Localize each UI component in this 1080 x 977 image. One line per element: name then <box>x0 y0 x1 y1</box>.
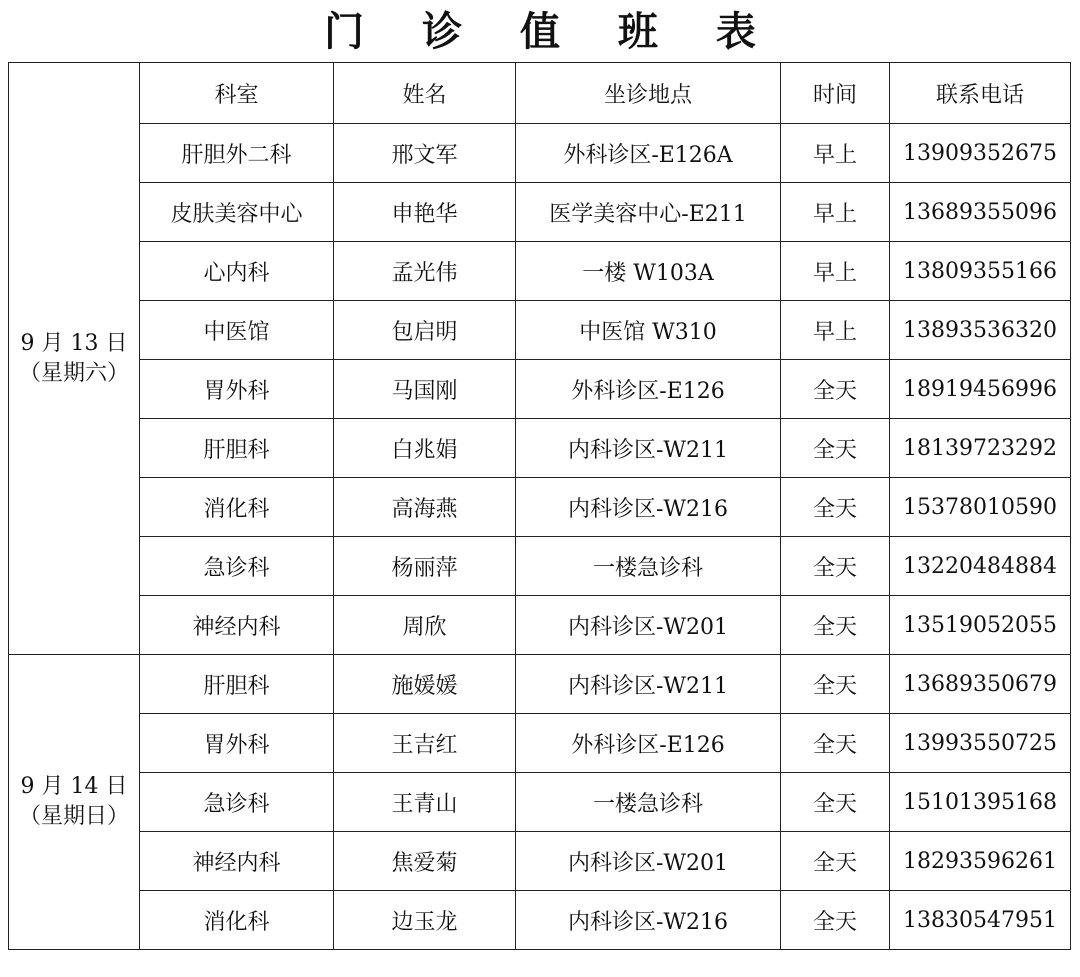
phone-cell: 18139723292 <box>890 419 1071 478</box>
name-cell: 周欣 <box>334 596 516 655</box>
name-cell: 孟光伟 <box>334 242 516 301</box>
date-label: 9 月 13 日 <box>20 330 128 356</box>
dept-cell: 急诊科 <box>140 773 334 832</box>
table-row <box>9 714 1071 773</box>
time-cell: 早上 <box>781 124 890 183</box>
name-header: 姓名 <box>334 63 516 124</box>
phone-cell: 15101395168 <box>890 773 1071 832</box>
table-row <box>9 478 1071 537</box>
location-cell: 一楼 W103A <box>516 242 781 301</box>
table-row <box>9 419 1071 478</box>
time-cell: 全天 <box>781 596 890 655</box>
time-cell: 全天 <box>781 773 890 832</box>
name-cell: 施媛媛 <box>334 655 516 714</box>
name-cell: 焦爱菊 <box>334 832 516 891</box>
dept-header: 科室 <box>140 63 334 124</box>
dept-cell: 神经内科 <box>140 832 334 891</box>
duty-table-body <box>9 63 1071 950</box>
location-cell: 中医馆 W310 <box>516 301 781 360</box>
weekday-label: （星期日） <box>18 804 129 829</box>
table-row <box>9 124 1071 183</box>
name-cell: 王青山 <box>334 773 516 832</box>
time-cell: 早上 <box>781 301 890 360</box>
table-row <box>9 891 1071 950</box>
name-cell: 邢文军 <box>334 124 516 183</box>
date-cell <box>9 63 140 655</box>
dept-cell: 皮肤美容中心 <box>140 183 334 242</box>
page-title: 门 诊 值 班 表 <box>324 8 778 55</box>
time-cell: 全天 <box>781 360 890 419</box>
location-cell: 内科诊区-W201 <box>516 596 781 655</box>
location-cell: 内科诊区-W216 <box>516 891 781 950</box>
name-cell: 包启明 <box>334 301 516 360</box>
phone-cell: 15378010590 <box>890 478 1071 537</box>
phone-cell: 18919456996 <box>890 360 1071 419</box>
phone-cell: 13519052055 <box>890 596 1071 655</box>
dept-cell: 心内科 <box>140 242 334 301</box>
phone-cell: 13909352675 <box>890 124 1071 183</box>
weekday-label: （星期六） <box>18 360 129 386</box>
phone-cell: 13993550725 <box>890 714 1071 773</box>
table-header-row <box>9 63 1071 124</box>
phone-cell: 13689350679 <box>890 655 1071 714</box>
phone-cell: 13830547951 <box>890 891 1071 950</box>
dept-cell: 神经内科 <box>140 596 334 655</box>
table-row <box>9 832 1071 891</box>
location-cell: 一楼急诊科 <box>516 773 781 832</box>
time-cell: 早上 <box>781 183 890 242</box>
location-cell: 外科诊区-E126 <box>516 360 781 419</box>
date-cell <box>9 655 140 950</box>
phone-cell: 13689355096 <box>890 183 1071 242</box>
name-cell: 杨丽萍 <box>334 537 516 596</box>
phone-header: 联系电话 <box>890 63 1071 124</box>
location-cell: 一楼急诊科 <box>516 537 781 596</box>
location-cell: 内科诊区-W201 <box>516 832 781 891</box>
table-row <box>9 301 1071 360</box>
name-cell: 高海燕 <box>334 478 516 537</box>
time-cell: 早上 <box>781 242 890 301</box>
time-cell: 全天 <box>781 537 890 596</box>
name-cell: 王吉红 <box>334 714 516 773</box>
time-cell: 全天 <box>781 419 890 478</box>
time-cell: 全天 <box>781 714 890 773</box>
location-header: 坐诊地点 <box>516 63 781 124</box>
phone-cell: 18293596261 <box>890 832 1071 891</box>
duty-table <box>8 62 1071 950</box>
dept-cell: 急诊科 <box>140 537 334 596</box>
phone-cell: 13220484884 <box>890 537 1071 596</box>
name-cell: 边玉龙 <box>334 891 516 950</box>
time-header: 时间 <box>781 63 890 124</box>
dept-cell: 中医馆 <box>140 301 334 360</box>
location-cell: 内科诊区-W211 <box>516 655 781 714</box>
location-cell: 内科诊区-W211 <box>516 419 781 478</box>
name-cell: 白兆娟 <box>334 419 516 478</box>
phone-cell: 13893536320 <box>890 301 1071 360</box>
dept-cell: 消化科 <box>140 891 334 950</box>
table-row <box>9 242 1071 301</box>
name-cell: 申艳华 <box>334 183 516 242</box>
location-cell: 外科诊区-E126A <box>516 124 781 183</box>
dept-cell: 肝胆科 <box>140 419 334 478</box>
table-row <box>9 360 1071 419</box>
date-label: 9 月 14 日 <box>20 774 128 799</box>
table-row <box>9 537 1071 596</box>
dept-cell: 消化科 <box>140 478 334 537</box>
location-cell: 外科诊区-E126 <box>516 714 781 773</box>
table-row <box>9 773 1071 832</box>
table-row <box>9 655 1071 714</box>
time-cell: 全天 <box>781 478 890 537</box>
time-cell: 全天 <box>781 832 890 891</box>
name-cell: 马国刚 <box>334 360 516 419</box>
location-cell: 内科诊区-W216 <box>516 478 781 537</box>
phone-cell: 13809355166 <box>890 242 1071 301</box>
table-row <box>9 596 1071 655</box>
location-cell: 医学美容中心-E211 <box>516 183 781 242</box>
dept-cell: 胃外科 <box>140 714 334 773</box>
table-row <box>9 183 1071 242</box>
dept-cell: 肝胆外二科 <box>140 124 334 183</box>
time-cell: 全天 <box>781 655 890 714</box>
dept-cell: 肝胆科 <box>140 655 334 714</box>
time-cell: 全天 <box>781 891 890 950</box>
dept-cell: 胃外科 <box>140 360 334 419</box>
